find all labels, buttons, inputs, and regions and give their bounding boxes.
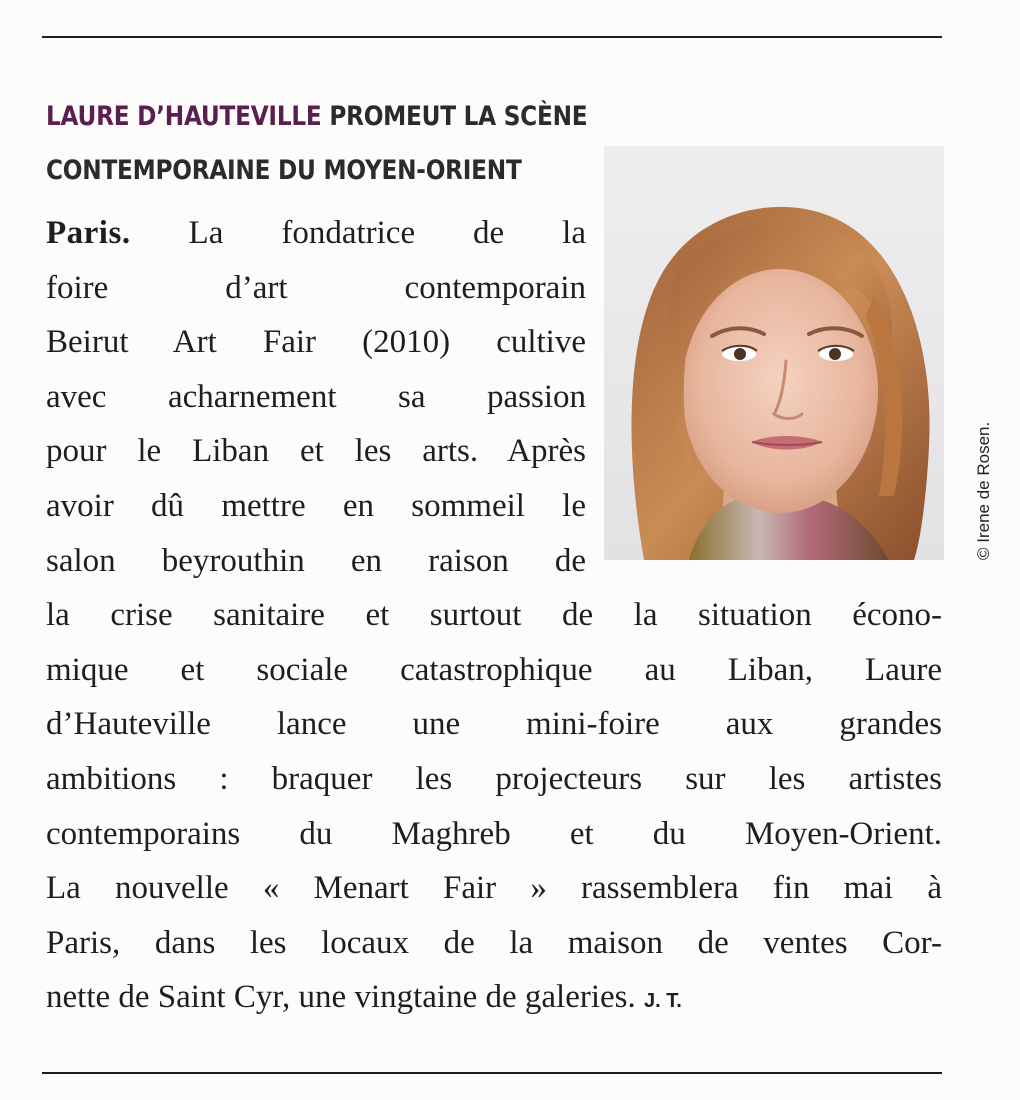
body-line-3: Beirut Art Fair (2010) cultive (46, 324, 586, 361)
author-initials: J. T. (644, 990, 682, 1013)
body-line-6: avoir dû mettre en sommeil le (46, 487, 586, 524)
body-line-4: avec acharnement sa passion (46, 378, 586, 415)
headline (46, 90, 648, 198)
body-line-13: La nouvelle « Menart Fair » rassemblera fin mai à (46, 870, 942, 907)
body-line-8: la crise sanitaire et surtout de la situation écono- (46, 597, 942, 634)
body-line-9: mique et sociale catastrophique au Liban, Laure (46, 651, 942, 688)
body-line-10: d’Hauteville lance une mini-foire aux grandes (46, 706, 942, 743)
body-line-2: foire d’art contemporain (46, 269, 586, 306)
body-line-15-text: nette de Saint Cyr, une vingtaine de galeries. (46, 979, 636, 1016)
bottom-rule (42, 1072, 942, 1074)
body-line-5: pour le Liban et les arts. Après (46, 433, 586, 470)
body-line-1 (46, 206, 586, 261)
headline-rest-line1: PROMEUT LA SCÈNE (321, 101, 588, 132)
body-line-1-text: La fondatrice de la (130, 215, 586, 251)
body-line-14: Paris, dans les locaux de la maison de ventes Cor- (46, 924, 942, 961)
body-line-11: ambitions : braquer les projecteurs sur les artistes (46, 760, 942, 797)
body-line-7: salon beyrouthin en raison de (46, 542, 586, 579)
body-line-12: contemporains du Maghreb et du Moyen-Orient. (46, 815, 942, 852)
article-body (46, 206, 942, 1025)
photo-credit: © Irene de Rosen. (974, 421, 993, 560)
body-line-15 (46, 970, 942, 1025)
headline-name: LAURE D’HAUTEVILLE (46, 101, 322, 132)
dateline: Paris. (46, 215, 131, 251)
headline-rest-line2: CONTEMPORAINE DU MOYEN-ORIENT (46, 155, 522, 186)
top-rule (42, 36, 942, 38)
